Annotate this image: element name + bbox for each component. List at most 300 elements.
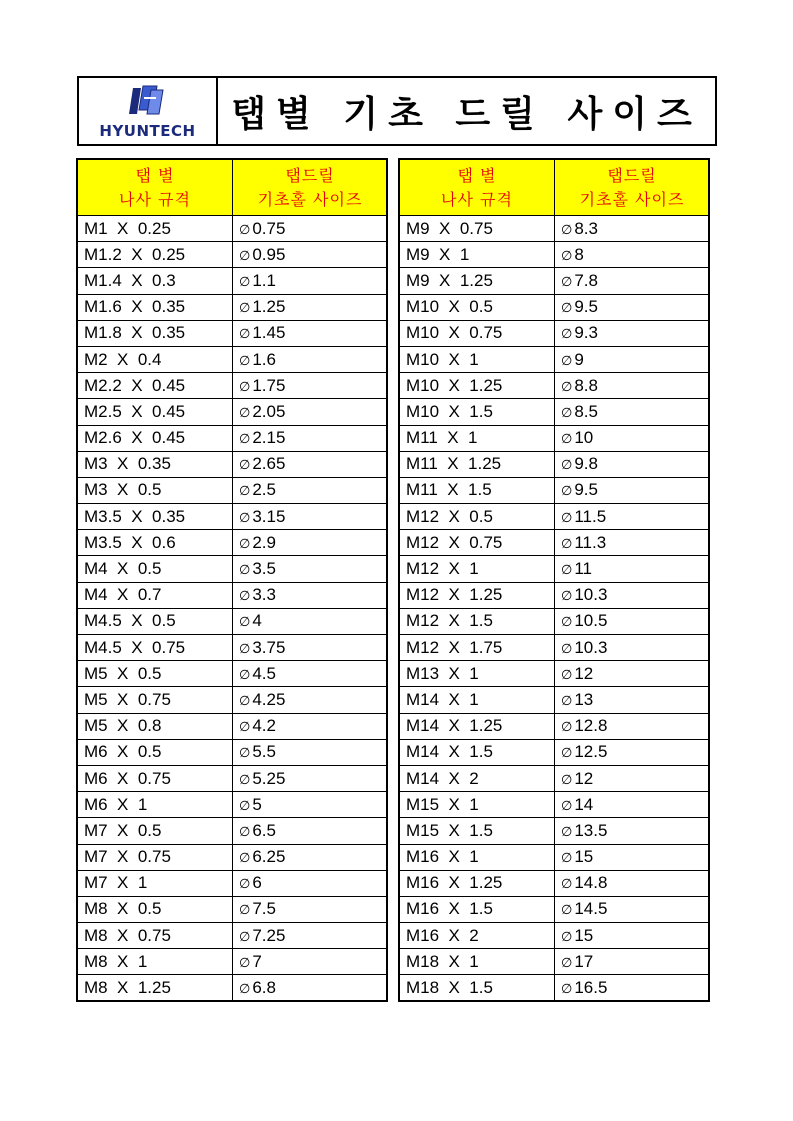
- drill-size-value: 5: [252, 794, 262, 814]
- diameter-symbol: ∅: [239, 247, 251, 263]
- tap-spec-cell: M3 X 0.35: [78, 451, 233, 477]
- tap-spec-cell: M14 X 1.5: [400, 739, 555, 765]
- drill-size-value: 8.8: [574, 375, 598, 395]
- drill-size-header: 탭드릴 기초홀 사이즈: [555, 160, 710, 216]
- drill-size-value: 7.25: [252, 925, 286, 945]
- drill-size-cell: [555, 923, 710, 949]
- drill-size-header: 탭드릴 기초홀 사이즈: [233, 160, 388, 216]
- tap-drill-table-right: [399, 159, 710, 1002]
- table-row: [400, 818, 710, 844]
- drill-size-value: 8.3: [574, 218, 598, 238]
- tap-spec-cell: M10 X 1.25: [400, 373, 555, 399]
- drill-size-value: 8.5: [574, 401, 598, 421]
- drill-size-cell: [555, 425, 710, 451]
- drill-size-cell: [233, 870, 388, 896]
- diameter-symbol: ∅: [561, 640, 573, 656]
- tap-spec-cell: M1.8 X 0.35: [78, 320, 233, 346]
- table-row: [78, 739, 388, 765]
- tap-spec-cell: M16 X 1.25: [400, 870, 555, 896]
- diameter-symbol: ∅: [239, 981, 251, 997]
- drill-size-cell: [555, 346, 710, 372]
- tap-spec-cell: M3.5 X 0.35: [78, 504, 233, 530]
- table-row: [78, 346, 388, 372]
- tap-spec-cell: M5 X 0.8: [78, 713, 233, 739]
- drill-size-cell: [233, 975, 388, 1001]
- diameter-symbol: ∅: [561, 509, 573, 525]
- tap-spec-cell: M12 X 1: [400, 556, 555, 582]
- drill-size-value: 7: [252, 951, 262, 971]
- table-row: [78, 687, 388, 713]
- table-row: [78, 373, 388, 399]
- drill-size-value: 2.65: [252, 454, 286, 474]
- diameter-symbol: ∅: [239, 535, 251, 551]
- drill-size-value: 2.15: [252, 428, 286, 448]
- tap-spec-cell: M16 X 1: [400, 844, 555, 870]
- drill-size-cell: [233, 451, 388, 477]
- table-row: [78, 818, 388, 844]
- drill-size-value: 2.9: [252, 532, 276, 552]
- table-row: [400, 320, 710, 346]
- drill-size-cell: [555, 477, 710, 503]
- diameter-symbol: ∅: [561, 404, 573, 420]
- drill-size-cell: [555, 216, 710, 242]
- table-row: [400, 425, 710, 451]
- tap-spec-cell: M3.5 X 0.6: [78, 530, 233, 556]
- table-row: [78, 870, 388, 896]
- tap-spec-cell: M12 X 1.25: [400, 582, 555, 608]
- drill-size-value: 9.5: [574, 297, 598, 317]
- tap-spec-cell: M7 X 0.5: [78, 818, 233, 844]
- tap-spec-cell: M10 X 1.5: [400, 399, 555, 425]
- tap-spec-cell: M13 X 1: [400, 661, 555, 687]
- drill-size-value: 7.5: [252, 899, 276, 919]
- drill-size-value: 2.05: [252, 401, 286, 421]
- tap-spec-cell: M11 X 1: [400, 425, 555, 451]
- drill-size-cell: [555, 373, 710, 399]
- drill-size-value: 6.8: [252, 978, 276, 998]
- tap-spec-cell: M12 X 1.5: [400, 608, 555, 634]
- drill-size-value: 4.5: [252, 663, 276, 683]
- table-row: [78, 216, 388, 242]
- drill-size-value: 13.5: [574, 820, 608, 840]
- diameter-symbol: ∅: [239, 797, 251, 813]
- drill-size-cell: [233, 635, 388, 661]
- drill-size-cell: [555, 399, 710, 425]
- tap-spec-cell: M10 X 1: [400, 346, 555, 372]
- table-row: [78, 556, 388, 582]
- tap-spec-cell: M15 X 1: [400, 792, 555, 818]
- drill-size-value: 14: [574, 794, 594, 814]
- table-row: [400, 556, 710, 582]
- diameter-symbol: ∅: [239, 745, 251, 761]
- table-row: [400, 504, 710, 530]
- diameter-symbol: ∅: [561, 431, 573, 447]
- tap-spec-header: 탭 별 나사 규격: [400, 160, 555, 216]
- drill-size-value: 9: [574, 349, 584, 369]
- diameter-symbol: ∅: [239, 326, 251, 342]
- drill-size-cell: [555, 765, 710, 791]
- drill-size-cell: [233, 294, 388, 320]
- drill-size-cell: [555, 844, 710, 870]
- drill-size-value: 9.5: [574, 480, 598, 500]
- tap-spec-cell: M5 X 0.75: [78, 687, 233, 713]
- table-row: [400, 373, 710, 399]
- tap-spec-cell: M14 X 1: [400, 687, 555, 713]
- diameter-symbol: ∅: [239, 850, 251, 866]
- drill-size-cell: [555, 661, 710, 687]
- drill-size-cell: [555, 635, 710, 661]
- drill-size-value: 11.5: [574, 506, 607, 526]
- tap-spec-cell: M4.5 X 0.75: [78, 635, 233, 661]
- tap-spec-cell: M14 X 1.25: [400, 713, 555, 739]
- drill-size-cell: [555, 739, 710, 765]
- diameter-symbol: ∅: [239, 378, 251, 394]
- drill-size-cell: [233, 216, 388, 242]
- diameter-symbol: ∅: [561, 457, 573, 473]
- drill-size-cell: [555, 792, 710, 818]
- diameter-symbol: ∅: [239, 221, 251, 237]
- drill-size-value: 5.5: [252, 742, 276, 762]
- drill-size-value: 15: [574, 925, 594, 945]
- tap-spec-cell: M4.5 X 0.5: [78, 608, 233, 634]
- tap-spec-cell: M1.4 X 0.3: [78, 268, 233, 294]
- table-row: [78, 608, 388, 634]
- tap-spec-cell: M4 X 0.5: [78, 556, 233, 582]
- table-row: [78, 949, 388, 975]
- table-row: [78, 896, 388, 922]
- tap-spec-cell: M11 X 1.5: [400, 477, 555, 503]
- tap-spec-header: 탭 별 나사 규격: [78, 160, 233, 216]
- tap-spec-cell: M8 X 1: [78, 949, 233, 975]
- tap-spec-cell: M2.5 X 0.45: [78, 399, 233, 425]
- drill-size-value: 1.75: [252, 375, 286, 395]
- diameter-symbol: ∅: [561, 876, 573, 892]
- drill-size-value: 8: [574, 244, 584, 264]
- drill-size-cell: [233, 923, 388, 949]
- table-row: [78, 294, 388, 320]
- drill-size-cell: [233, 346, 388, 372]
- table-row: [400, 792, 710, 818]
- table-row: [400, 949, 710, 975]
- drill-size-cell: [233, 320, 388, 346]
- tap-spec-cell: M9 X 1: [400, 242, 555, 268]
- diameter-symbol: ∅: [561, 666, 573, 682]
- diameter-symbol: ∅: [561, 850, 573, 866]
- drill-size-value: 1.25: [252, 297, 286, 317]
- table-row: [78, 425, 388, 451]
- tap-spec-cell: M16 X 2: [400, 923, 555, 949]
- tap-spec-cell: M8 X 0.5: [78, 896, 233, 922]
- diameter-symbol: ∅: [239, 954, 251, 970]
- table-row: [78, 661, 388, 687]
- drill-size-cell: [233, 608, 388, 634]
- drill-size-value: 2.5: [252, 480, 276, 500]
- table-row: [78, 635, 388, 661]
- tap-spec-cell: M12 X 0.5: [400, 504, 555, 530]
- diameter-symbol: ∅: [239, 928, 251, 944]
- diameter-symbol: ∅: [561, 378, 573, 394]
- table-row: [78, 242, 388, 268]
- drill-size-cell: [233, 373, 388, 399]
- drill-size-cell: [233, 818, 388, 844]
- drill-size-value: 12: [574, 663, 594, 683]
- table-row: [400, 844, 710, 870]
- table-row: [400, 896, 710, 922]
- drill-size-value: 6.5: [252, 820, 276, 840]
- tap-spec-cell: M16 X 1.5: [400, 896, 555, 922]
- drill-size-value: 16.5: [574, 978, 608, 998]
- table-row: [400, 242, 710, 268]
- diameter-symbol: ∅: [239, 562, 251, 578]
- tap-drill-table-left: [77, 159, 388, 1002]
- tap-spec-cell: M15 X 1.5: [400, 818, 555, 844]
- diameter-symbol: ∅: [239, 719, 251, 735]
- table-row: [400, 661, 710, 687]
- drill-size-value: 9.3: [574, 323, 598, 343]
- diameter-symbol: ∅: [239, 640, 251, 656]
- diameter-symbol: ∅: [561, 588, 573, 604]
- table-row: [78, 713, 388, 739]
- diameter-symbol: ∅: [561, 823, 573, 839]
- tap-spec-cell: M1 X 0.25: [78, 216, 233, 242]
- drill-size-cell: [555, 949, 710, 975]
- drill-size-value: 0.75: [252, 218, 286, 238]
- drill-size-value: 11.3: [574, 532, 607, 552]
- diameter-symbol: ∅: [561, 247, 573, 263]
- diameter-symbol: ∅: [561, 273, 573, 289]
- drill-size-cell: [233, 582, 388, 608]
- diameter-symbol: ∅: [561, 562, 573, 578]
- drill-size-cell: [233, 896, 388, 922]
- drill-size-cell: [233, 242, 388, 268]
- diameter-symbol: ∅: [561, 326, 573, 342]
- table-header-row: [78, 160, 388, 216]
- diameter-symbol: ∅: [239, 614, 251, 630]
- drill-size-value: 5.25: [252, 768, 286, 788]
- table-row: [400, 530, 710, 556]
- table-row: [78, 923, 388, 949]
- diameter-symbol: ∅: [561, 719, 573, 735]
- diameter-symbol: ∅: [239, 692, 251, 708]
- drill-size-cell: [555, 713, 710, 739]
- diameter-symbol: ∅: [561, 745, 573, 761]
- drill-size-cell: [555, 896, 710, 922]
- drill-size-value: 12.8: [574, 716, 608, 736]
- diameter-symbol: ∅: [561, 928, 573, 944]
- drill-size-cell: [233, 268, 388, 294]
- tap-spec-cell: M18 X 1.5: [400, 975, 555, 1001]
- table-row: [400, 582, 710, 608]
- drill-size-value: 1.6: [252, 349, 276, 369]
- table-row: [400, 687, 710, 713]
- drill-size-cell: [555, 530, 710, 556]
- drill-size-value: 11: [574, 559, 592, 579]
- drill-size-value: 1.1: [252, 270, 276, 290]
- table-row: [400, 216, 710, 242]
- table-row: [78, 975, 388, 1001]
- tap-spec-cell: M8 X 0.75: [78, 923, 233, 949]
- table-row: [400, 635, 710, 661]
- diameter-symbol: ∅: [239, 771, 251, 787]
- tap-spec-cell: M2.2 X 0.45: [78, 373, 233, 399]
- drill-size-value: 7.8: [574, 270, 598, 290]
- table-row: [78, 765, 388, 791]
- tap-spec-cell: M10 X 0.5: [400, 294, 555, 320]
- diameter-symbol: ∅: [561, 221, 573, 237]
- drill-size-cell: [233, 504, 388, 530]
- drill-size-cell: [233, 792, 388, 818]
- tap-spec-cell: M11 X 1.25: [400, 451, 555, 477]
- drill-size-value: 3.15: [252, 506, 286, 526]
- drill-size-value: 4.25: [252, 689, 286, 709]
- diameter-symbol: ∅: [561, 352, 573, 368]
- tap-spec-cell: M6 X 0.5: [78, 739, 233, 765]
- drill-size-cell: [233, 713, 388, 739]
- table-row: [400, 346, 710, 372]
- table-row: [78, 582, 388, 608]
- diameter-symbol: ∅: [561, 614, 573, 630]
- drill-size-cell: [233, 530, 388, 556]
- table-row: [78, 268, 388, 294]
- diameter-symbol: ∅: [561, 797, 573, 813]
- drill-size-cell: [555, 242, 710, 268]
- drill-size-cell: [555, 582, 710, 608]
- diameter-symbol: ∅: [561, 692, 573, 708]
- drill-size-cell: [555, 975, 710, 1001]
- table-row: [78, 477, 388, 503]
- drill-size-value: 10.3: [574, 585, 608, 605]
- diameter-symbol: ∅: [239, 876, 251, 892]
- drill-size-value: 1.45: [252, 323, 286, 343]
- drill-size-cell: [555, 451, 710, 477]
- tap-spec-cell: M3 X 0.5: [78, 477, 233, 503]
- drill-size-value: 10: [574, 428, 594, 448]
- table-row: [78, 792, 388, 818]
- diameter-symbol: ∅: [239, 483, 251, 499]
- drill-size-cell: [555, 320, 710, 346]
- drill-size-cell: [555, 608, 710, 634]
- table-row: [78, 530, 388, 556]
- drill-size-value: 4.2: [252, 716, 276, 736]
- table-row: [400, 923, 710, 949]
- table-row: [78, 320, 388, 346]
- drill-size-value: 6.25: [252, 847, 286, 867]
- diameter-symbol: ∅: [561, 981, 573, 997]
- tap-spec-cell: M6 X 1: [78, 792, 233, 818]
- tap-spec-cell: M2.6 X 0.45: [78, 425, 233, 451]
- diameter-symbol: ∅: [561, 483, 573, 499]
- drill-size-value: 14.5: [574, 899, 608, 919]
- drill-size-value: 0.95: [252, 244, 286, 264]
- diameter-symbol: ∅: [239, 300, 251, 316]
- diameter-symbol: ∅: [239, 666, 251, 682]
- drill-size-cell: [555, 504, 710, 530]
- diameter-symbol: ∅: [239, 273, 251, 289]
- drill-size-value: 12: [574, 768, 594, 788]
- tap-spec-cell: M12 X 1.75: [400, 635, 555, 661]
- table-row: [400, 477, 710, 503]
- drill-size-cell: [555, 294, 710, 320]
- drill-size-cell: [233, 399, 388, 425]
- diameter-symbol: ∅: [239, 457, 251, 473]
- drill-size-cell: [233, 425, 388, 451]
- drill-size-cell: [233, 687, 388, 713]
- drill-size-value: 13: [574, 689, 594, 709]
- drill-size-value: 3.5: [252, 559, 276, 579]
- diameter-symbol: ∅: [239, 509, 251, 525]
- table-row: [400, 608, 710, 634]
- tap-spec-cell: M12 X 0.75: [400, 530, 555, 556]
- tap-spec-cell: M6 X 0.75: [78, 765, 233, 791]
- table-row: [400, 765, 710, 791]
- drill-size-cell: [555, 818, 710, 844]
- table-row: [78, 844, 388, 870]
- tap-spec-cell: M9 X 1.25: [400, 268, 555, 294]
- tap-spec-cell: M4 X 0.7: [78, 582, 233, 608]
- tap-spec-cell: M14 X 2: [400, 765, 555, 791]
- tap-spec-cell: M2 X 0.4: [78, 346, 233, 372]
- table-row: [400, 399, 710, 425]
- drill-size-cell: [555, 687, 710, 713]
- table-row: [400, 294, 710, 320]
- drill-size-value: 6: [252, 873, 262, 893]
- drill-size-cell: [233, 949, 388, 975]
- diameter-symbol: ∅: [239, 902, 251, 918]
- tap-spec-cell: M10 X 0.75: [400, 320, 555, 346]
- drill-size-cell: [233, 844, 388, 870]
- drill-size-value: 4: [252, 611, 262, 631]
- drill-size-value: 14.8: [574, 873, 608, 893]
- drill-size-value: 10.5: [574, 611, 608, 631]
- drill-size-cell: [555, 870, 710, 896]
- diameter-symbol: ∅: [239, 588, 251, 604]
- tap-spec-cell: M8 X 1.25: [78, 975, 233, 1001]
- logo-mark-icon: [127, 84, 167, 118]
- drill-size-cell: [555, 268, 710, 294]
- tap-spec-cell: M7 X 1: [78, 870, 233, 896]
- drill-size-value: 10.3: [574, 637, 608, 657]
- table-row: [400, 451, 710, 477]
- tap-spec-cell: M5 X 0.5: [78, 661, 233, 687]
- table-row: [400, 975, 710, 1001]
- diameter-symbol: ∅: [239, 404, 251, 420]
- drill-size-value: 15: [574, 847, 594, 867]
- drill-size-value: 12.5: [574, 742, 608, 762]
- company-logo: [79, 78, 218, 144]
- table-row: [78, 451, 388, 477]
- table-row: [400, 713, 710, 739]
- tap-spec-cell: M1.2 X 0.25: [78, 242, 233, 268]
- table-row: [400, 268, 710, 294]
- table-row: [400, 739, 710, 765]
- tap-spec-cell: M9 X 0.75: [400, 216, 555, 242]
- drill-size-value: 9.8: [574, 454, 598, 474]
- diameter-symbol: ∅: [561, 902, 573, 918]
- drill-size-cell: [233, 477, 388, 503]
- diameter-symbol: ∅: [561, 954, 573, 970]
- drill-size-cell: [555, 556, 710, 582]
- drill-size-cell: [233, 556, 388, 582]
- page-title: 탭별 기초 드릴 사이즈: [231, 93, 702, 135]
- drill-size-cell: [233, 739, 388, 765]
- drill-size-value: 3.3: [252, 585, 276, 605]
- diameter-symbol: ∅: [239, 352, 251, 368]
- logo-text: HYUNTECH: [99, 122, 196, 140]
- diameter-symbol: ∅: [561, 771, 573, 787]
- tap-spec-cell: M1.6 X 0.35: [78, 294, 233, 320]
- diameter-symbol: ∅: [561, 535, 573, 551]
- drill-size-cell: [233, 765, 388, 791]
